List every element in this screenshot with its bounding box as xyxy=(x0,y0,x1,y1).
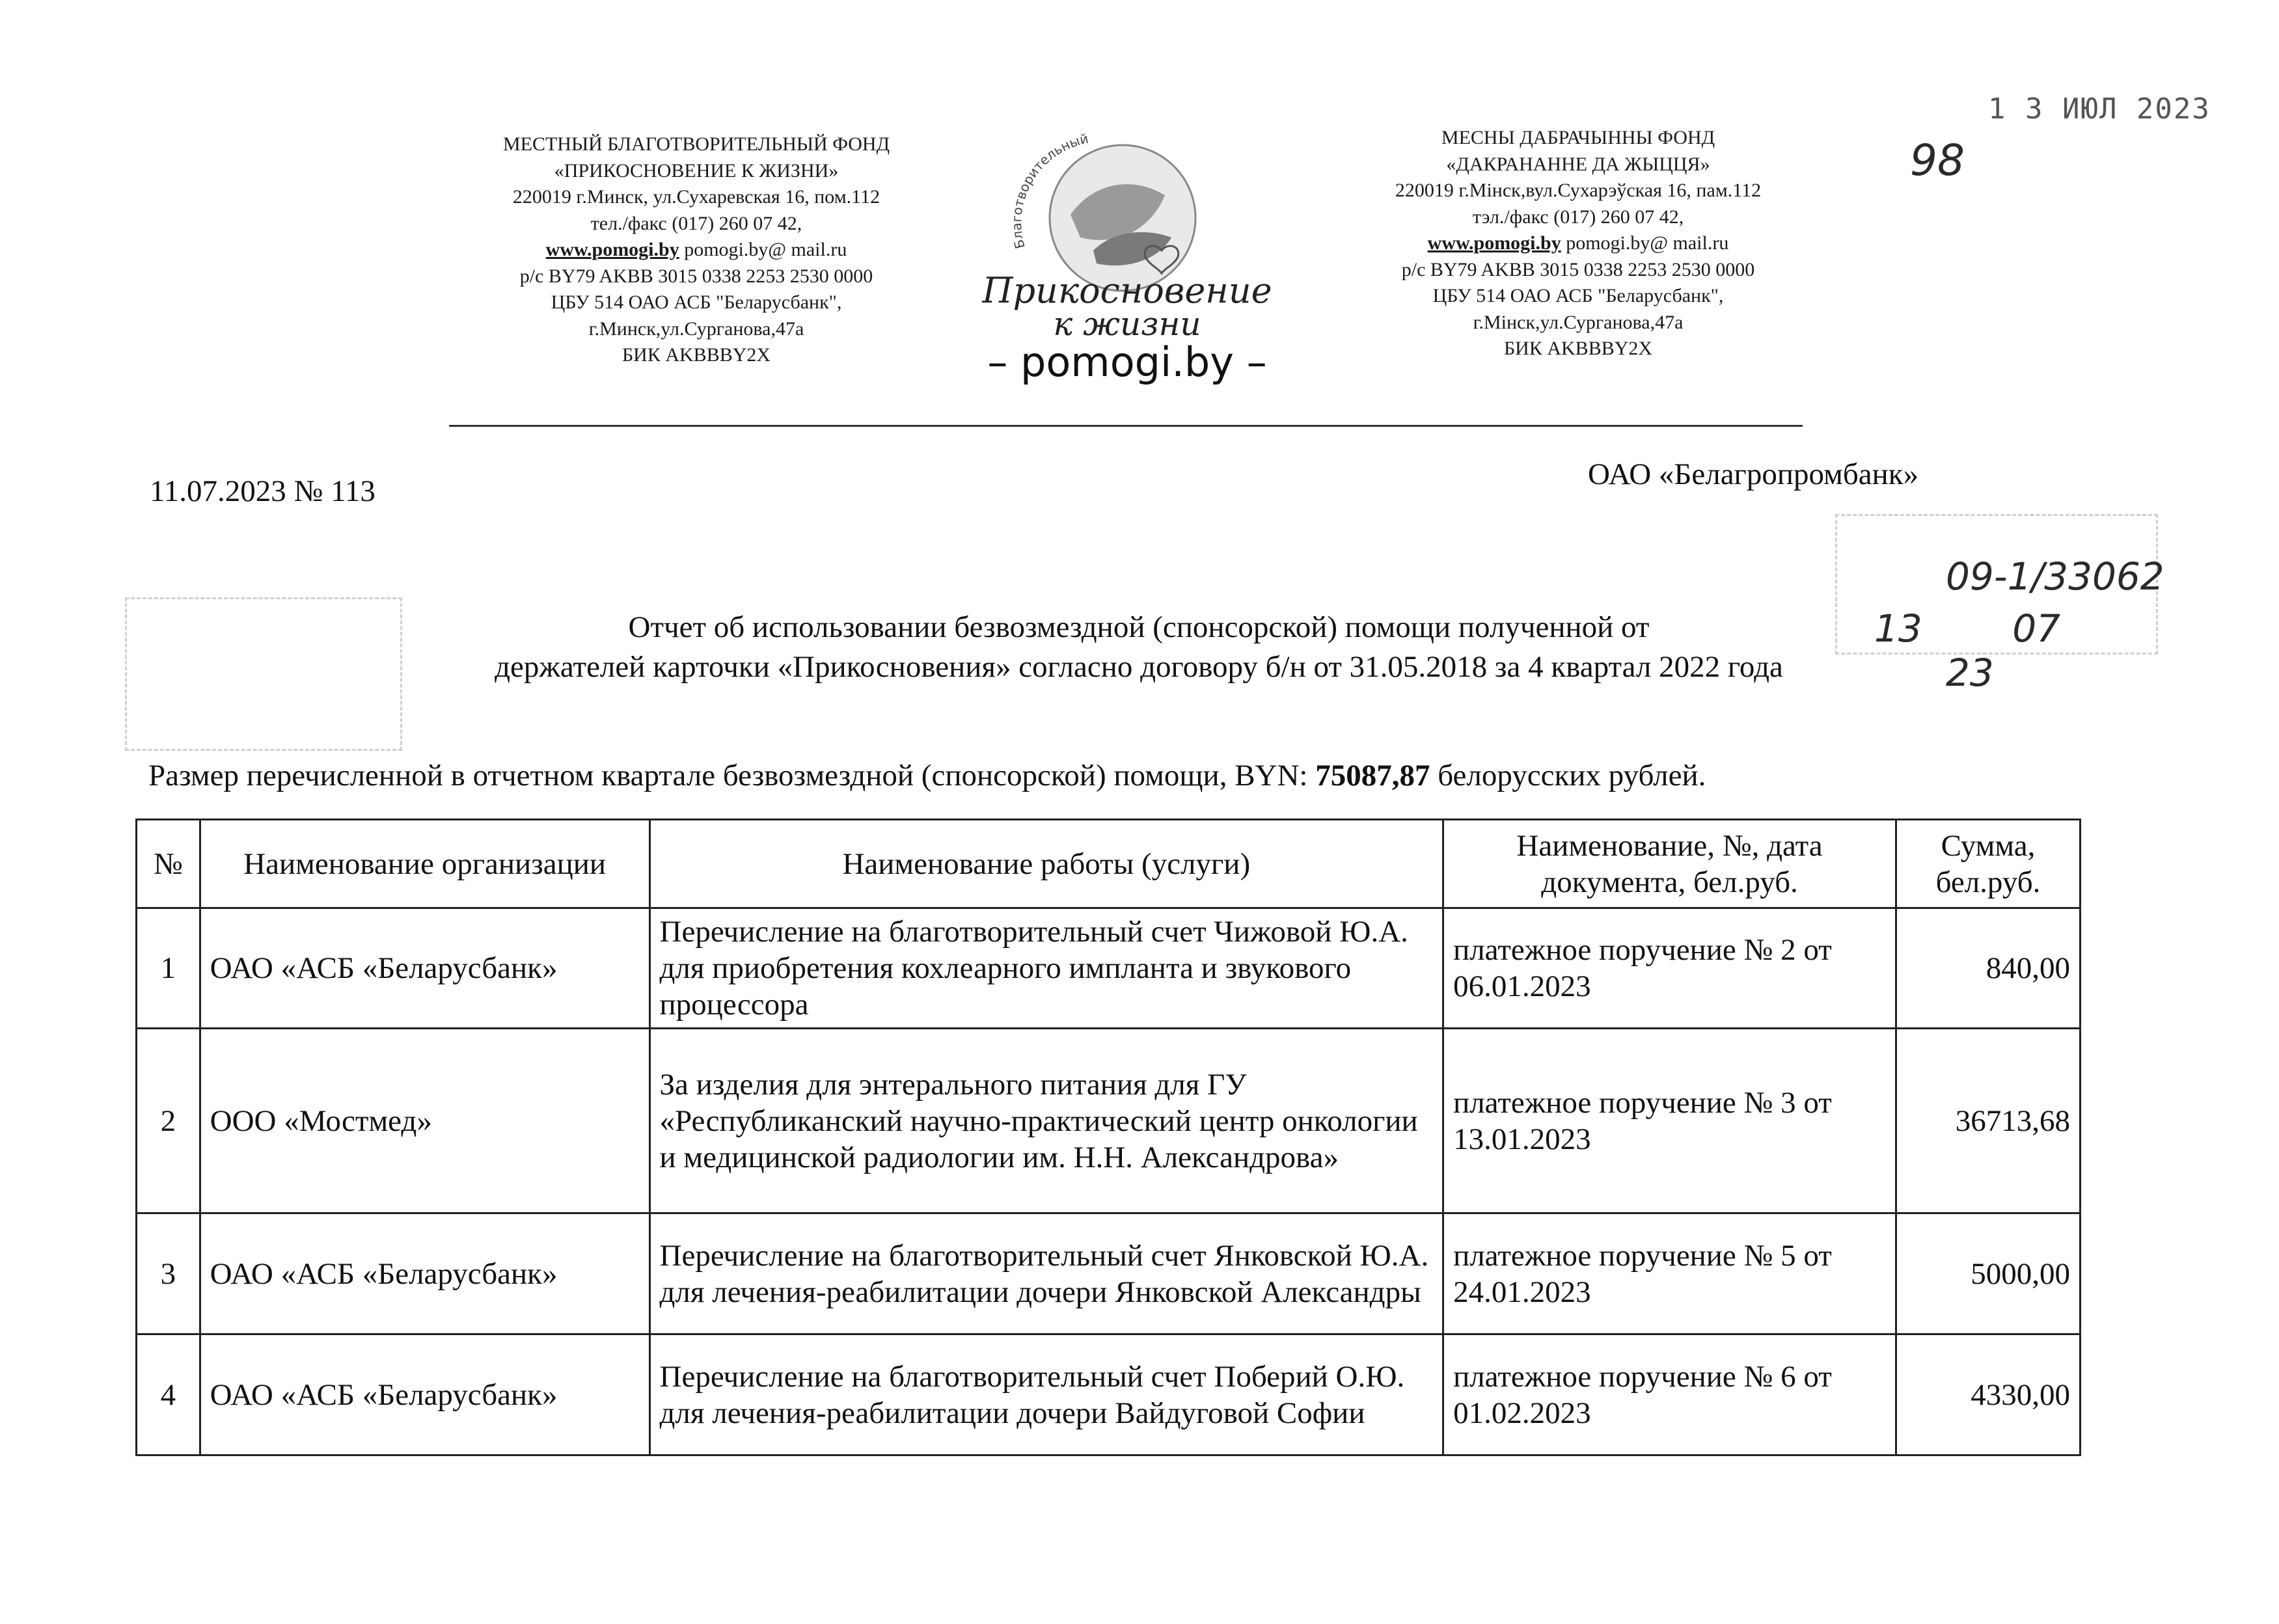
org-web-email xyxy=(403,237,989,264)
amount-value: 75087,87 xyxy=(1315,759,1430,792)
row-document: платежное поручение № 3 от 13.01.2023 xyxy=(1443,1029,1896,1213)
row-sum: 4330,00 xyxy=(1896,1334,2080,1455)
table-row xyxy=(137,1334,2081,1455)
row-organization: ООО «Мостмед» xyxy=(200,1029,649,1213)
row-work: Перечисление на благотворительный счет Поберий О.Ю. для лечения-реабилитации дочери Вайдуговой Софии xyxy=(649,1334,1443,1455)
org-address-be: 220019 г.Мінск,вул.Сухарэўская 16, пам.112 xyxy=(1395,180,1762,201)
report-table xyxy=(135,819,2081,1456)
row-sum: 36713,68 xyxy=(1896,1029,2080,1213)
header-sum: Сумма, бел.руб. xyxy=(1896,820,2080,908)
handwritten-year: 23 xyxy=(1946,651,1994,695)
org-bank: ЦБУ 514 ОАО АСБ "Беларусбанк", xyxy=(551,291,842,313)
row-work: Перечисление на благотворительный счет Янковской Ю.А. для лечения-реабилитации дочери Янковской Александры xyxy=(649,1213,1443,1334)
logo-domain: – pomogi.by – xyxy=(987,338,1267,386)
org-bank-address-be: г.Мінск,ул.Сурганова,47а xyxy=(1473,311,1684,333)
org-name-line: МЕСТНЫЙ БЛАГОТВОРИТЕЛЬНЫЙ ФОНД xyxy=(502,133,890,155)
org-address: 220019 г.Минск, ул.Сухаревская 16, пом.112 xyxy=(512,186,880,208)
row-number: 1 xyxy=(137,908,200,1029)
row-number: 4 xyxy=(137,1334,200,1455)
row-work: За изделия для энтерального питания для ГУ «Республиканский научно-практический центр онкологии и медицинской радиологии им. Н.Н. Александрова» xyxy=(649,1029,1443,1213)
row-organization: ОАО «АСБ «Беларусбанк» xyxy=(200,908,649,1029)
foundation-logo xyxy=(957,98,1295,397)
logo-arc-text: Благотворительный xyxy=(1009,130,1090,250)
org-website-link-be[interactable]: www.pomogi.by xyxy=(1427,232,1561,254)
org-bic-be: БИК AKBBBY2X xyxy=(1503,338,1653,359)
org-web-email-be xyxy=(1285,230,1871,257)
row-sum: 840,00 xyxy=(1896,908,2080,1029)
header-number: № xyxy=(137,820,200,908)
table-row xyxy=(137,1029,2081,1213)
logo-script-line1: Прикосновение xyxy=(982,270,1272,311)
title-line1: Отчет об использовании безвозмездной (спонсорской) помощи полученной от xyxy=(628,610,1650,644)
org-name-quoted: «ПРИКОСНОВЕНИЕ К ЖИЗНИ» xyxy=(554,159,839,182)
row-number: 2 xyxy=(137,1029,200,1213)
org-account-be: р/с BY79 AKBB 3015 0338 2253 2530 0000 xyxy=(1401,258,1755,280)
amount-suffix: белорусских рублей. xyxy=(1438,759,1706,792)
org-bic: БИК AKBBBY2X xyxy=(621,344,771,366)
org-phone: тел./факс (017) 260 07 42, xyxy=(590,212,802,234)
logo-script-line2: к жизни xyxy=(1053,305,1201,343)
row-document: платежное поручение № 2 от 06.01.2023 xyxy=(1443,908,1896,1029)
header-work: Наименование работы (услуги) xyxy=(649,820,1443,908)
row-sum: 5000,00 xyxy=(1896,1213,2080,1334)
header-divider xyxy=(449,425,1803,427)
org-email: pomogi.by@ mail.ru xyxy=(684,239,847,260)
handwritten-day: 13 xyxy=(1874,606,1922,651)
received-date-stamp: 1 3 ИЮЛ 2023 xyxy=(1988,92,2211,126)
org-bank-be: ЦБУ 514 ОАО АСБ "Беларусбанк", xyxy=(1432,285,1724,306)
org-bank-address: г.Минск,ул.Сурганова,47а xyxy=(588,318,804,340)
org-account: р/с BY79 AKBB 3015 0338 2253 2530 0000 xyxy=(519,265,873,287)
org-email-be: pomogi.by@ mail.ru xyxy=(1566,232,1729,254)
amount-prefix: Размер перечисленной в отчетном квартале безвозмездной (спонсорской) помощи, BYN: xyxy=(148,759,1308,792)
title-line2: держателей карточки «Прикосновения» согласно договору б/н от 31.05.2018 за 4 квартал 2022 года xyxy=(495,650,1783,684)
handwritten-month: 07 xyxy=(2012,606,2061,651)
row-work: Перечисление на благотворительный счет Чижовой Ю.А. для приобретения кохлеарного импланта и звукового процессора xyxy=(649,908,1443,1029)
org-name-quoted-be: «ДАКРАНАННЕ ДА ЖЫЦЦЯ» xyxy=(1446,153,1710,175)
letterhead-left xyxy=(403,131,989,369)
table-row xyxy=(137,908,2081,1029)
row-number: 3 xyxy=(137,1213,200,1334)
org-phone-be: тэл./факс (017) 260 07 42, xyxy=(1472,206,1684,228)
header-document: Наименование, №, дата документа, бел.руб. xyxy=(1443,820,1896,908)
table-header-row xyxy=(137,820,2081,908)
recipient: ОАО «Белагропромбанк» xyxy=(1588,457,1919,491)
header-organization: Наименование организации xyxy=(200,820,649,908)
table-row xyxy=(137,1213,2081,1334)
org-website-link[interactable]: www.pomogi.by xyxy=(545,239,679,260)
org-name-line-be: МЕСНЫ ДАБРАЧЫННЫ ФОНД xyxy=(1441,127,1715,148)
document-date-number: 11.07.2023 № 113 xyxy=(150,474,375,508)
total-amount-line xyxy=(148,758,1706,793)
handwritten-page-number: 98 xyxy=(1910,135,1965,185)
row-document: платежное поручение № 6 от 01.02.2023 xyxy=(1443,1334,1896,1455)
document-title xyxy=(260,608,2017,687)
letterhead-right xyxy=(1285,125,1871,362)
handwritten-registration-number: 09-1/33062 xyxy=(1946,554,2164,599)
row-organization: ОАО «АСБ «Беларусбанк» xyxy=(200,1213,649,1334)
row-document: платежное поручение № 5 от 24.01.2023 xyxy=(1443,1213,1896,1334)
row-organization: ОАО «АСБ «Беларусбанк» xyxy=(200,1334,649,1455)
